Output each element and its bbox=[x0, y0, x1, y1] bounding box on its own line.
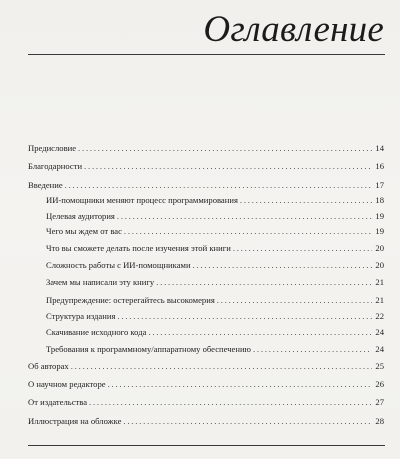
toc-entry[interactable] bbox=[28, 416, 384, 427]
toc-leader-dots bbox=[156, 277, 372, 288]
toc-entry[interactable] bbox=[28, 143, 384, 154]
toc-subentry[interactable] bbox=[28, 295, 384, 306]
toc-entry[interactable] bbox=[28, 361, 384, 372]
toc-page-number: 27 bbox=[375, 397, 384, 407]
toc-entry-label: Что вы сможете делать после изучения этой книги bbox=[46, 243, 231, 253]
toc-entry-label: ИИ-помощники меняют процесс программирования bbox=[46, 195, 238, 205]
toc-subentry[interactable] bbox=[28, 195, 384, 206]
toc-leader-dots bbox=[217, 295, 372, 306]
toc-leader-dots bbox=[108, 379, 372, 390]
toc-entry-label: Целевая аудитория bbox=[46, 211, 115, 221]
toc-page-number: 20 bbox=[375, 260, 384, 270]
toc-entry-label: Об авторах bbox=[28, 361, 69, 371]
toc-entry-label: Зачем мы написали эту книгу bbox=[46, 277, 155, 287]
toc-page-number: 18 bbox=[375, 195, 384, 205]
toc-subentry[interactable] bbox=[28, 277, 384, 288]
toc-entry[interactable] bbox=[28, 379, 384, 390]
toc-entry-label: Благодарности bbox=[28, 161, 83, 171]
toc-subentry[interactable] bbox=[28, 327, 384, 338]
toc-page-number: 25 bbox=[375, 361, 384, 371]
toc-leader-dots bbox=[240, 195, 372, 206]
toc-page-number: 16 bbox=[375, 161, 384, 171]
toc-leader-dots bbox=[253, 344, 372, 355]
toc-page-number: 24 bbox=[375, 344, 384, 354]
toc-entry[interactable] bbox=[28, 180, 384, 191]
toc-subentry[interactable] bbox=[28, 211, 384, 222]
toc-page-number: 28 bbox=[375, 416, 384, 426]
toc-entry-label: Иллюстрация на обложке bbox=[28, 416, 122, 426]
toc-page-number: 19 bbox=[375, 211, 384, 221]
toc-subentry[interactable] bbox=[28, 226, 384, 237]
toc-entry-label: Требования к программному/аппаратному обеспечению bbox=[46, 344, 251, 354]
toc-page-number: 21 bbox=[375, 295, 384, 305]
toc-leader-dots bbox=[123, 416, 372, 427]
toc-page-number: 24 bbox=[375, 327, 384, 337]
toc-page-number: 14 bbox=[375, 143, 384, 153]
page-title: Оглавление bbox=[203, 9, 384, 50]
toc-page-number: 19 bbox=[375, 226, 384, 236]
toc-entry-label: Предисловие bbox=[28, 143, 77, 153]
toc-leader-dots bbox=[89, 397, 372, 408]
toc-leader-dots bbox=[117, 311, 372, 322]
toc-entry[interactable] bbox=[28, 397, 384, 408]
toc-page-number: 22 bbox=[375, 311, 384, 321]
toc-leader-dots bbox=[71, 361, 372, 372]
toc-leader-dots bbox=[78, 143, 372, 154]
toc-page-number: 26 bbox=[375, 379, 384, 389]
toc-entry-label: О научном редакторе bbox=[28, 379, 106, 389]
toc-subentry[interactable] bbox=[28, 260, 384, 271]
toc-entry-label: Скачивание исходного кода bbox=[46, 327, 147, 337]
toc-subentry[interactable] bbox=[28, 344, 384, 355]
toc-leader-dots bbox=[65, 180, 372, 191]
toc-entry-label: От издательства bbox=[28, 397, 88, 407]
toc-leader-dots bbox=[193, 260, 372, 271]
toc-leader-dots bbox=[117, 211, 372, 222]
toc-entry[interactable] bbox=[28, 161, 384, 172]
toc-entry-label: Сложность работы с ИИ-помощниками bbox=[46, 260, 191, 270]
bottom-rule bbox=[28, 445, 385, 446]
toc-entry-label: Структура издания bbox=[46, 311, 116, 321]
toc-entry-label: Чего мы ждем от вас bbox=[46, 226, 122, 236]
toc-entry-label: Предупреждение: остерегайтесь высокомерия bbox=[46, 295, 215, 305]
toc-subentry[interactable] bbox=[28, 311, 384, 322]
toc-page-number: 20 bbox=[375, 243, 384, 253]
toc-leader-dots bbox=[84, 161, 372, 172]
toc-leader-dots bbox=[148, 327, 372, 338]
title-rule bbox=[28, 54, 385, 55]
toc-subentry[interactable] bbox=[28, 243, 384, 254]
toc-leader-dots bbox=[233, 243, 372, 254]
toc-page-number: 17 bbox=[375, 180, 384, 190]
toc-page-number: 21 bbox=[375, 277, 384, 287]
toc-leader-dots bbox=[124, 226, 372, 237]
toc-entry-label: Введение bbox=[28, 180, 63, 190]
